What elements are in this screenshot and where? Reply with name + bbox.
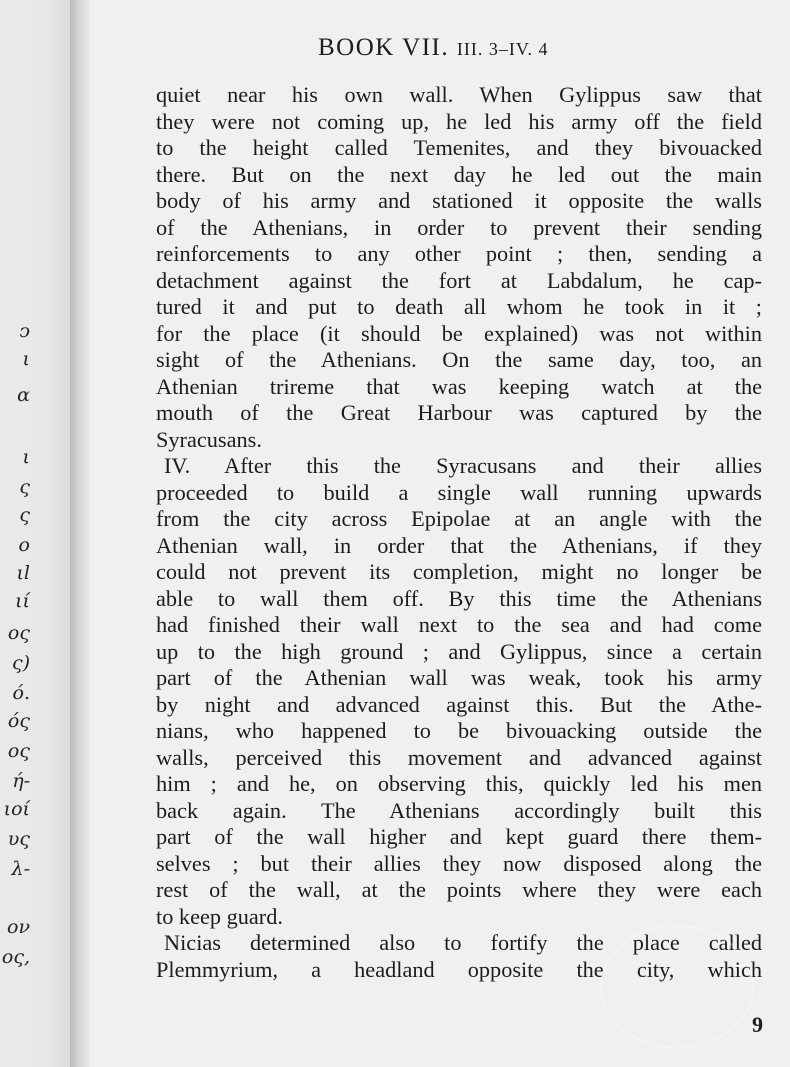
margin-fragment: ος, <box>1 946 30 968</box>
text-line: reinforcements to any other point ; then, sending a <box>156 241 762 266</box>
running-header <box>318 34 549 62</box>
text-line: tured it and put to death all whom he took in it ; <box>156 294 762 319</box>
text-line: mouth of the Great Harbour was captured by the <box>156 400 762 425</box>
text-line: Athenian trireme that was keeping watch at the <box>156 373 762 399</box>
text-line: to keep guard. <box>156 903 283 929</box>
page-number: 9 <box>752 1012 763 1037</box>
margin-fragment: ς <box>19 504 30 526</box>
text-line: part of the wall higher and kept guard there them- <box>156 824 762 849</box>
text-line: sight of the Athenians. On the same day, too, an <box>156 347 762 372</box>
facing-page-edge <box>0 0 72 1067</box>
header-book: BOOK VII. <box>318 34 450 61</box>
margin-fragment: ος <box>7 740 30 762</box>
text-line: rest of the wall, at the points where they were each <box>156 877 762 902</box>
text-line: Syracusans. <box>156 426 262 452</box>
text-line: back again. The Athenians accordingly built this <box>156 797 762 823</box>
text-line: nians, who happened to be bivouacking outside the <box>156 718 762 743</box>
text-line: him ; and he, on observing this, quickly led his men <box>156 771 762 796</box>
text-line: from the city across Epipolae at an angle with the <box>156 506 762 531</box>
watermark-seal <box>600 925 754 1049</box>
margin-fragment: ι <box>22 446 30 468</box>
text-line: to the height called Temenites, and they bivouacked <box>156 135 762 160</box>
text-line: Athenian wall, in order that the Athenians, if they <box>156 532 762 558</box>
margin-fragment: ς <box>19 476 30 498</box>
margin-fragment: ιοί <box>3 798 30 820</box>
text-line: there. But on the next day he led out the main <box>156 161 762 187</box>
margin-fragment: λ- <box>11 858 30 880</box>
margin-fragment: ος <box>7 622 30 644</box>
text-line: had finished their wall next to the sea and had come <box>156 612 762 637</box>
margin-fragment: ͻ <box>19 320 30 342</box>
margin-fragment: ή- <box>12 770 30 792</box>
text-line: Nicias determined also to fortify the place called <box>164 930 762 955</box>
margin-fragment: ιl <box>16 562 30 584</box>
text-line: for the place (it should be explained) was not within <box>156 320 762 346</box>
text-line: quiet near his own wall. When Gylippus saw that <box>156 82 762 107</box>
text-line: proceeded to build a single wall running upwards <box>156 479 762 505</box>
margin-fragment: ό. <box>12 682 30 704</box>
margin-fragment: ιί <box>15 590 30 612</box>
body-text <box>156 82 762 983</box>
text-line: could not prevent its completion, might no longer be <box>156 559 762 584</box>
text-line: IV. After this the Syracusans and their allies <box>164 453 762 478</box>
text-line: up to the high ground ; and Gylippus, since a certain <box>156 638 762 664</box>
text-line: Plemmyrium, a headland opposite the city, which <box>156 956 762 982</box>
text-line: walls, perceived this movement and advanced against <box>156 744 762 770</box>
margin-fragment: ο <box>18 534 30 556</box>
text-line: body of his army and stationed it opposite the walls <box>156 188 762 213</box>
text-line: part of the Athenian wall was weak, took his army <box>156 665 762 690</box>
book-gutter <box>70 0 92 1067</box>
text-line: by night and advanced against this. But the Athe- <box>156 691 762 717</box>
text-line: of the Athenians, in order to prevent their sending <box>156 214 762 240</box>
margin-fragment: ον <box>7 916 30 938</box>
margin-fragment: α <box>17 384 30 406</box>
text-line: selves ; but their allies they now disposed along the <box>156 850 762 876</box>
text-line: they were not coming up, he led his army off the field <box>156 108 762 134</box>
margin-fragment: ς) <box>11 652 30 674</box>
header-section: III. 3–IV. 4 <box>456 39 549 59</box>
margin-fragment: ός <box>7 710 30 732</box>
text-line: detachment against the fort at Labdalum, he cap- <box>156 267 762 293</box>
margin-fragment: υς <box>7 828 30 850</box>
margin-fragment: ι <box>22 348 30 370</box>
text-line: able to wall them off. By this time the Athenians <box>156 585 762 611</box>
